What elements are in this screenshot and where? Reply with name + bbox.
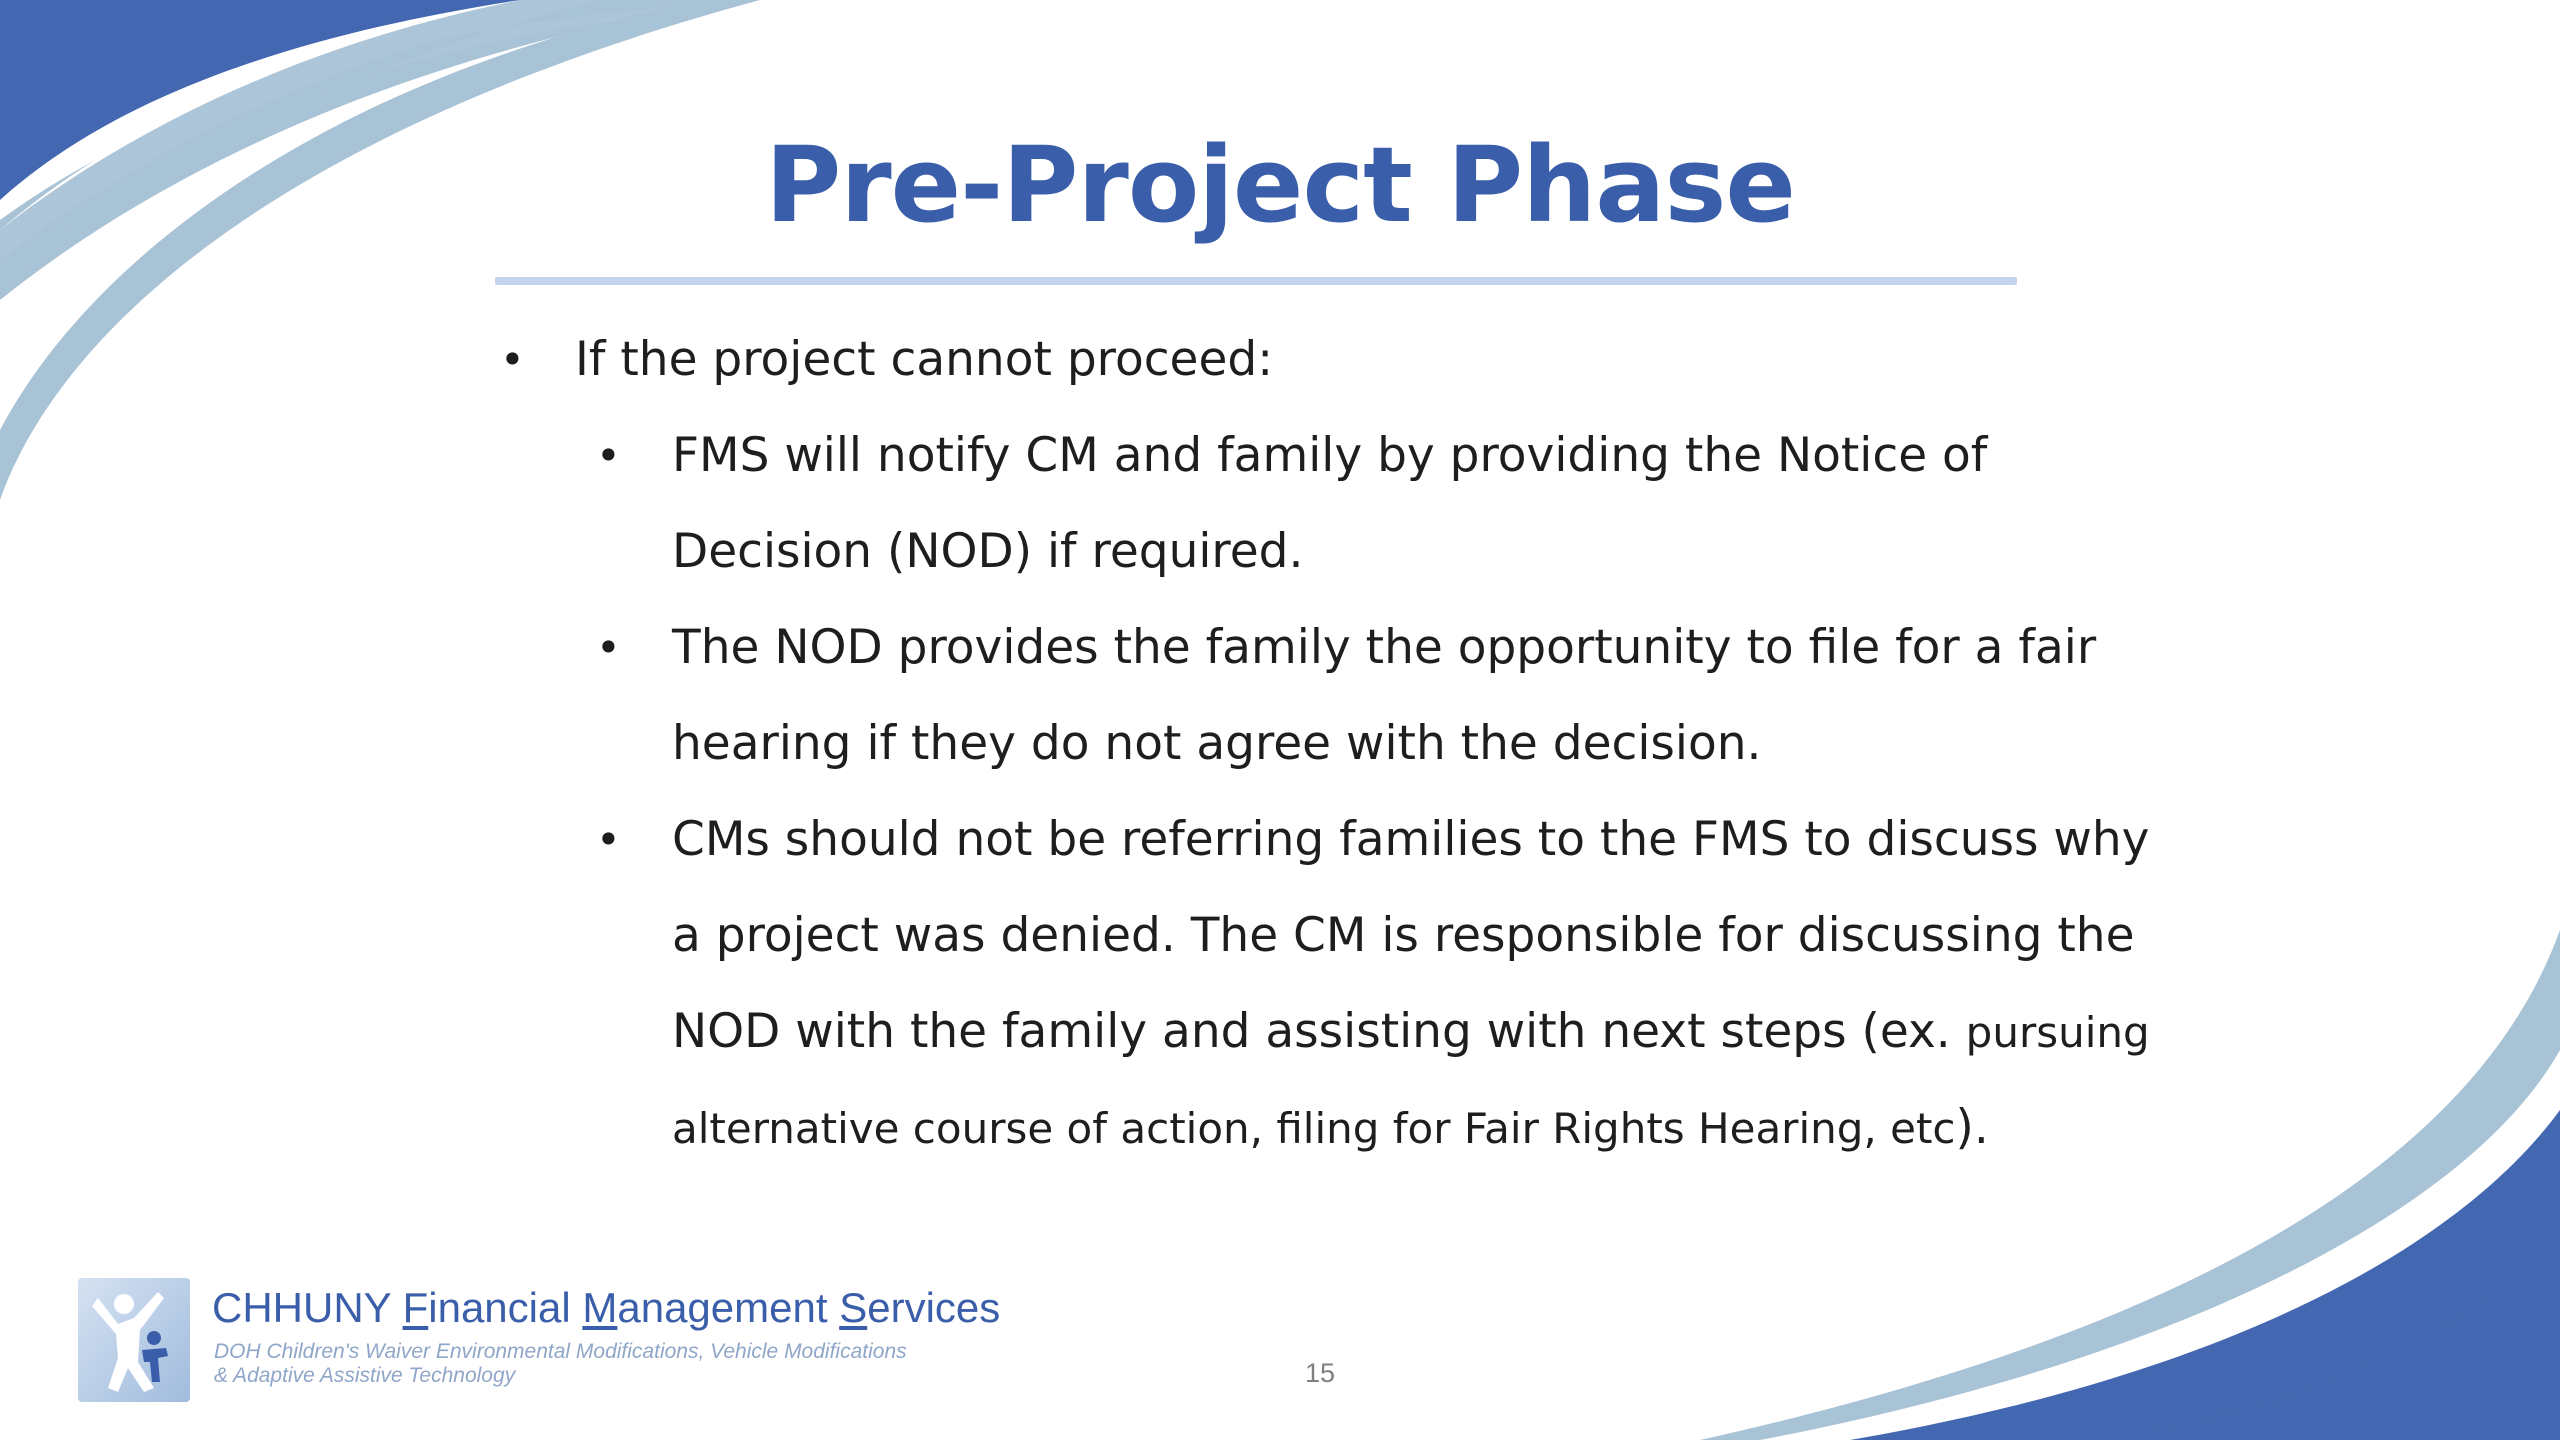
brand-name	[212, 1282, 1000, 1334]
bullet-item-3-line-2: a project was denied. The CM is responsible for discussing the	[672, 908, 2135, 963]
brand-part: inancial	[428, 1284, 583, 1331]
bullet-dot: •	[596, 431, 621, 480]
brand-part: S	[839, 1284, 868, 1331]
bullet-item-3-line-4-end: ).	[1955, 1100, 1989, 1155]
bullet-item-3-line-4-text: alternative course of action, filing for Fair Rights Hearing, etc	[672, 1104, 1956, 1153]
person-figures-logo-icon	[78, 1278, 190, 1402]
bullet-item-3-line-3-text: NOD with the family and assisting with next steps (ex.	[672, 1004, 1966, 1059]
brand-part: anagement	[617, 1284, 840, 1331]
bullet-item-3-line-3	[672, 984, 2150, 1081]
bullet-item-3-line-1: CMs should not be referring families to the FMS to discuss why	[672, 812, 2150, 867]
bullet-item-1-line-1: FMS will notify CM and family by providing the Notice of	[672, 428, 1988, 483]
bullet-item-2-line-2: hearing if they do not agree with the decision.	[672, 716, 1762, 771]
brand-part: M	[582, 1284, 618, 1331]
bullet-item-1-line-2: Decision (NOD) if required.	[672, 524, 1304, 579]
brand-subtitle-line-2: & Adaptive Assistive Technology	[214, 1364, 516, 1387]
brand-subtitle-line-1: DOH Children's Waiver Environmental Modifications, Vehicle Modifications	[214, 1340, 907, 1363]
bullet-level1: If the project cannot proceed:	[575, 332, 1274, 387]
page-number: 15	[1304, 1358, 1336, 1388]
bullet-dot: •	[596, 815, 621, 864]
bullet-item-3-line-4	[672, 1080, 1989, 1177]
brand-part: CHHUNY	[212, 1284, 403, 1331]
bullet-dot: •	[596, 623, 621, 672]
bullet-dot: •	[500, 335, 525, 384]
brand-part: F	[402, 1284, 429, 1331]
bullet-item-3-small-word: pursuing	[1965, 1008, 2150, 1057]
brand-part: ervices	[867, 1284, 1001, 1331]
slide-title: Pre-Project Phase	[765, 124, 1795, 246]
bullet-item-2-line-1: The NOD provides the family the opportunity to file for a fair	[672, 620, 2097, 675]
